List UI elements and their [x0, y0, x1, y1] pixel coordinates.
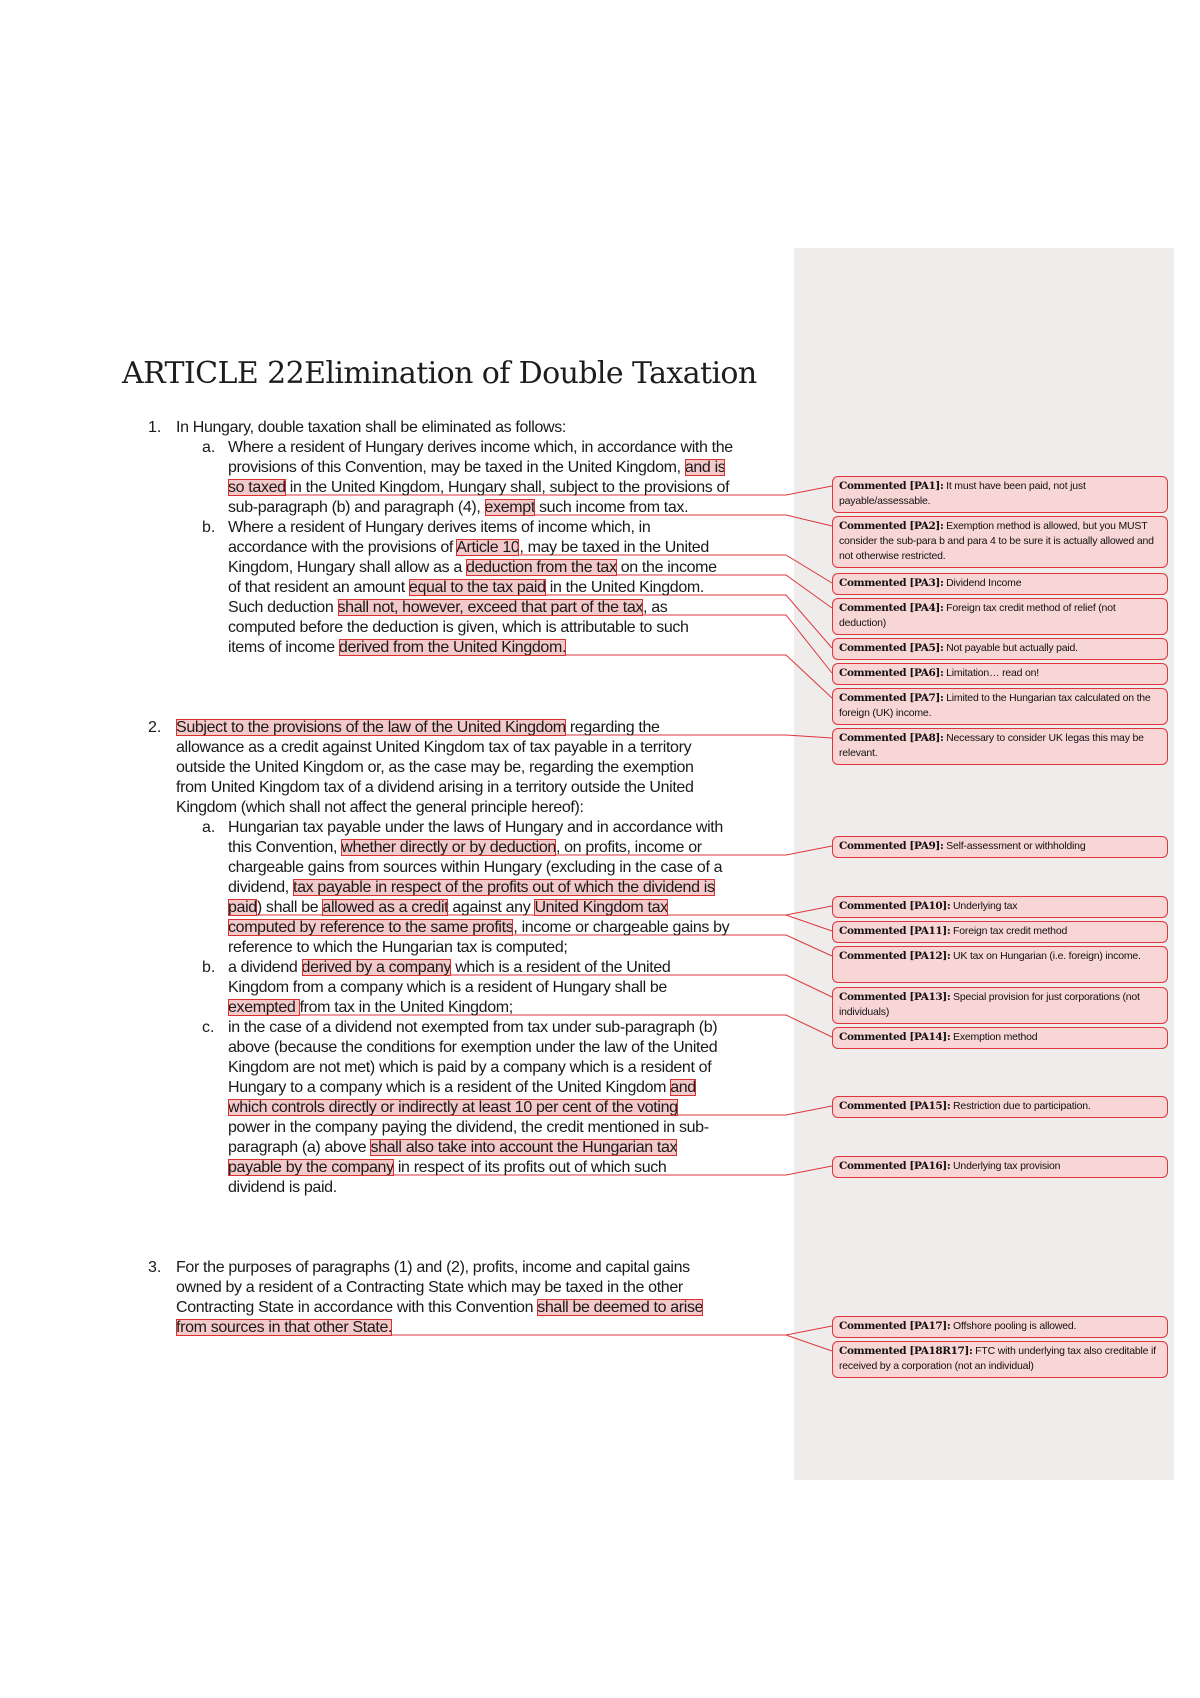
text-run: paragraph (a) above	[228, 1139, 371, 1156]
text-run: accordance with the provisions of	[228, 539, 457, 556]
text-line	[228, 1018, 717, 1038]
text-run: above (because the conditions for exemption under the law of the United	[228, 1039, 718, 1056]
text-line	[176, 798, 584, 818]
text-line	[176, 418, 566, 438]
text-line	[228, 558, 717, 578]
text-line	[176, 738, 691, 758]
text-run: , may be taxed in the United	[519, 539, 709, 556]
comment-highlight-pa2[interactable]: exempt	[484, 499, 535, 516]
article-heading: Elimination of Double Taxation	[304, 356, 757, 391]
comment-text: Necessary to consider UK legas this may be relevant.	[839, 732, 1144, 759]
comment-highlight-pa13[interactable]: derived by a company	[301, 959, 452, 976]
comment-highlight-pa12[interactable]: computed by reference to the same profits	[228, 919, 514, 936]
text-run: power in the company paying the dividend, the credit mentioned in sub-	[228, 1119, 709, 1136]
comment-text: Limitation… read on!	[943, 667, 1040, 679]
text-run: computed before the deduction is given, which is attributable to such	[228, 619, 689, 636]
text-line	[228, 1038, 717, 1058]
comment-highlight-pa3[interactable]: Article 10	[456, 539, 520, 556]
comment-balloon-pa15[interactable]	[832, 1096, 1168, 1118]
text-line	[228, 1138, 677, 1158]
comment-label: Commented [PA2]:	[839, 520, 944, 532]
text-run: in the case of a dividend not exempted from tax under sub-paragraph (b)	[228, 1019, 718, 1036]
comment-balloon-pa1[interactable]	[832, 476, 1168, 513]
text-run: sub-paragraph (b) and paragraph (4),	[228, 499, 485, 516]
text-line	[228, 898, 668, 918]
comment-highlight-pa11[interactable]: allowed as a credit	[322, 899, 449, 916]
text-line	[228, 1158, 666, 1178]
comment-balloon-pa9[interactable]	[832, 836, 1168, 858]
text-run: chargeable gains from sources within Hungary (excluding in the case of a	[228, 859, 723, 876]
comment-highlight-pa17[interactable]: from sources in that other State.	[176, 1319, 393, 1336]
text-run: owned by a resident of a Contracting State which may be taxed in the other	[176, 1279, 683, 1296]
text-line	[228, 498, 688, 518]
text-run: Where a resident of Hungary derives income which, in accordance with the	[228, 439, 733, 456]
comment-balloon-pa5[interactable]	[832, 638, 1168, 660]
text-run: against any	[448, 899, 535, 916]
comment-label: Commented [PA10]:	[839, 900, 951, 912]
text-run: Kingdom from a company which is a resident of Hungary shall be	[228, 979, 667, 996]
comment-balloon-pa18r17[interactable]	[832, 1341, 1168, 1378]
page-title	[122, 356, 757, 391]
comment-text: Underlying tax provision	[950, 1160, 1061, 1172]
comment-highlight-pa9[interactable]: whether directly or by deduction	[341, 839, 556, 856]
text-run: outside the United Kingdom or, as the case may be, regarding the exemption	[176, 759, 694, 776]
comment-balloon-pa12[interactable]	[832, 946, 1168, 983]
comment-highlight-pa15[interactable]: which controls directly or indirectly at least 10 per cent of the voting	[228, 1099, 678, 1116]
text-line	[228, 818, 723, 838]
comment-text: UK tax on Hungarian (i.e. foreign) income.	[950, 950, 1141, 962]
list-number: 2.	[148, 719, 162, 736]
comment-label: Commented [PA13]:	[839, 991, 951, 1003]
comment-label: Commented [PA17]:	[839, 1320, 951, 1332]
comment-balloon-pa14[interactable]	[832, 1027, 1168, 1049]
comment-text: Exemption method	[950, 1031, 1038, 1043]
comment-label: Commented [PA4]:	[839, 602, 944, 614]
text-run: from United Kingdom tax of a dividend arising in a territory outside the United	[176, 779, 694, 796]
text-line	[228, 998, 513, 1018]
text-line	[228, 578, 704, 598]
comment-label: Commented [PA11]:	[839, 925, 951, 937]
comment-balloon-pa17[interactable]	[832, 1316, 1168, 1338]
comment-text: It must have been paid, not just payable/assessable.	[839, 480, 1086, 507]
text-run: reference to which the Hungarian tax is computed;	[228, 939, 568, 956]
text-run: allowance as a credit against United Kingdom tax of tax payable in a territory	[176, 739, 692, 756]
comment-label: Commented [PA12]:	[839, 950, 951, 962]
comment-text: Exemption method is allowed, but you MUST consider the sub-para b and para 4 to be sure it is actually allowed and not otherwise restricted.	[839, 520, 1154, 562]
text-run: Contracting State in accordance with this Convention	[176, 1299, 538, 1316]
comment-label: Commented [PA15]:	[839, 1100, 951, 1112]
text-run: of that resident an amount	[228, 579, 409, 596]
comment-highlight-pa5[interactable]: equal to the tax paid	[408, 579, 546, 596]
text-run: dividend is paid.	[228, 1179, 337, 1196]
comment-balloon-pa6[interactable]	[832, 663, 1168, 685]
text-run: from tax in the United Kingdom;	[299, 999, 513, 1016]
text-line	[228, 878, 715, 898]
list-letter: a.	[202, 819, 216, 836]
text-line	[228, 598, 667, 618]
leader-line-pa17	[392, 1326, 832, 1335]
list-number: 3.	[148, 1259, 162, 1276]
text-line	[228, 1058, 711, 1078]
text-line	[228, 638, 566, 658]
comment-highlight-pa12[interactable]: United Kingdom tax	[534, 899, 668, 916]
list-letter: b.	[202, 959, 216, 976]
text-line	[176, 718, 660, 738]
text-run: in respect of its profits out of which such	[393, 1159, 667, 1176]
comment-highlight-pa16[interactable]: payable by the company	[228, 1159, 394, 1176]
comment-balloon-pa11[interactable]	[832, 921, 1168, 943]
comment-text: Foreign tax credit method	[950, 925, 1068, 937]
text-line	[228, 1078, 696, 1098]
text-line	[228, 458, 725, 478]
text-line	[176, 778, 694, 798]
text-run: Kingdom (which shall not affect the general principle hereof):	[176, 799, 584, 816]
comment-label: Commented [PA5]:	[839, 642, 944, 654]
comment-label: Commented [PA14]:	[839, 1031, 951, 1043]
comment-label: Commented [PA16]:	[839, 1160, 951, 1172]
text-run: Kingdom are not met) which is paid by a company which is a resident of	[228, 1059, 712, 1076]
text-run: Such deduction	[228, 599, 338, 616]
comment-highlight-pa10[interactable]: tax payable in respect of the profits out of which the dividend is	[293, 879, 715, 896]
text-line	[228, 958, 670, 978]
comment-highlight-pa16[interactable]: shall also take into account the Hungarian tax	[370, 1139, 678, 1156]
text-line	[228, 938, 568, 958]
text-run: this Convention,	[228, 839, 342, 856]
text-line	[228, 858, 722, 878]
comment-text: Dividend Income	[943, 577, 1022, 589]
leader-line-pa15	[678, 1106, 832, 1115]
list-letter: b.	[202, 519, 216, 536]
text-run: In Hungary, double taxation shall be eliminated as follows:	[176, 419, 566, 436]
comment-label: Commented [PA8]:	[839, 732, 944, 744]
comment-highlight-pa10[interactable]: paid	[228, 899, 257, 916]
list-letter: a.	[202, 439, 216, 456]
comment-text: Restriction due to participation.	[950, 1100, 1091, 1112]
text-line	[228, 978, 667, 998]
comment-balloon-pa16[interactable]	[832, 1156, 1168, 1178]
comment-text: Special provision for just corporations (not individuals)	[839, 991, 1140, 1018]
comment-label: Commented [PA1]:	[839, 480, 944, 492]
comment-balloon-pa10[interactable]	[832, 896, 1168, 918]
comment-highlight-pa4[interactable]: deduction from the tax	[466, 559, 617, 576]
comment-balloon-pa7[interactable]	[832, 688, 1168, 725]
text-line	[176, 1258, 690, 1278]
comment-highlight-pa1[interactable]: so taxed	[228, 479, 286, 496]
text-line	[176, 1318, 392, 1338]
list-letter: c.	[202, 1019, 215, 1036]
text-line	[228, 538, 709, 558]
leader-line-pa7	[566, 655, 832, 698]
comment-label: Commented [PA3]:	[839, 577, 944, 589]
text-run: For the purposes of paragraphs (1) and (2), profits, income and capital gains	[176, 1259, 690, 1276]
comment-highlight-pa17[interactable]: shall be deemed to arise	[537, 1299, 704, 1316]
text-line	[228, 1178, 337, 1198]
comment-text: Self-assessment or withholding	[943, 840, 1086, 852]
comment-highlight-pa8[interactable]: Subject to the provisions of the law of the United Kingdom	[176, 719, 566, 736]
comment-text: Foreign tax credit method of relief (not deduction)	[839, 602, 1116, 629]
text-run: , income or chargeable gains by	[513, 919, 730, 936]
comment-label: Commented [PA7]:	[839, 692, 944, 704]
text-line	[176, 1298, 703, 1318]
text-run: regarding the	[565, 719, 660, 736]
text-run: Hungary to a company which is a resident of the United Kingdom	[228, 1079, 671, 1096]
text-run: ) shall be	[256, 899, 323, 916]
comment-balloon-pa4[interactable]	[832, 598, 1168, 635]
text-run: Kingdom, Hungary shall allow as a	[228, 559, 467, 576]
text-run: in the United Kingdom, Hungary shall, subject to the provisions of	[285, 479, 730, 496]
comment-balloon-pa13[interactable]	[832, 987, 1168, 1024]
text-line	[176, 1278, 683, 1298]
comment-text: Underlying tax	[950, 900, 1018, 912]
comment-highlight-pa15[interactable]: and	[670, 1079, 696, 1096]
comment-label: Commented [PA18R17]:	[839, 1345, 973, 1357]
comment-text: Not payable but actually paid.	[943, 642, 1078, 654]
text-line	[228, 918, 729, 938]
text-line	[176, 758, 694, 778]
comment-highlight-pa7[interactable]: derived from the United Kingdom.	[338, 639, 567, 656]
text-run: on the income	[616, 559, 717, 576]
text-run: , on profits, income or	[555, 839, 702, 856]
leader-line-pa18r17	[392, 1335, 832, 1351]
comment-label: Commented [PA9]:	[839, 840, 944, 852]
text-line	[228, 478, 729, 498]
text-run: , as	[643, 599, 668, 616]
text-line	[228, 438, 733, 458]
article-number: ARTICLE 22	[122, 356, 305, 391]
comment-text: FTC with underlying tax also creditable if received by a corporation (not an individual)	[839, 1345, 1156, 1372]
text-run: which is a resident of the United	[451, 959, 671, 976]
text-run: a dividend	[228, 959, 302, 976]
text-line	[228, 1118, 709, 1138]
text-run: items of income	[228, 639, 339, 656]
text-run: in the United Kingdom.	[545, 579, 704, 596]
comment-balloon-pa3[interactable]	[832, 573, 1168, 595]
text-line	[228, 838, 702, 858]
text-line	[228, 1098, 678, 1118]
comment-text: Offshore pooling is allowed.	[950, 1320, 1077, 1332]
text-line	[228, 618, 689, 638]
comment-label: Commented [PA6]:	[839, 667, 944, 679]
list-number: 1.	[148, 419, 162, 436]
text-run: dividend,	[228, 879, 293, 896]
comment-balloon-pa2[interactable]	[832, 516, 1168, 568]
text-line	[228, 518, 650, 538]
comment-highlight-pa1[interactable]: and is	[684, 459, 726, 476]
text-run: such income from tax.	[534, 499, 689, 516]
comment-balloon-pa8[interactable]	[832, 728, 1168, 765]
text-run: Where a resident of Hungary derives items of income which, in	[228, 519, 651, 536]
comment-highlight-pa14[interactable]: exempted	[228, 999, 300, 1016]
comment-text: Limited to the Hungarian tax calculated on the foreign (UK) income.	[839, 692, 1151, 719]
comment-highlight-pa6[interactable]: shall not, however, exceed that part of the tax	[337, 599, 644, 616]
text-run: Hungarian tax payable under the laws of Hungary and in accordance with	[228, 819, 723, 836]
text-run: provisions of this Convention, may be taxed in the United Kingdom,	[228, 459, 685, 476]
